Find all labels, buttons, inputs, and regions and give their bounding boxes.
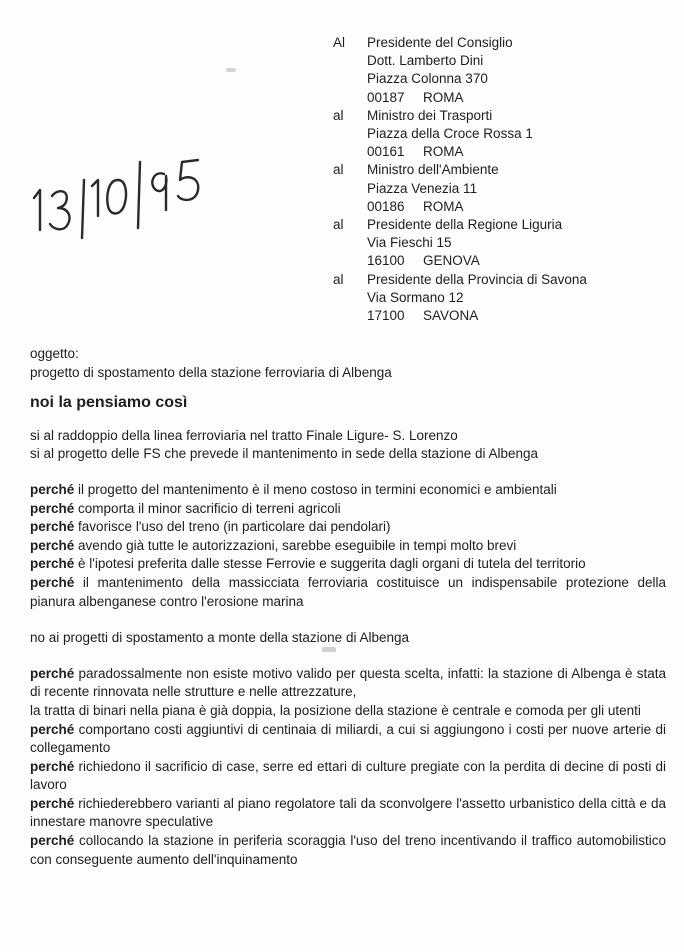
recipient-prefix: Al <box>333 35 346 50</box>
reason-item <box>30 795 666 832</box>
recipient-city-line <box>367 143 673 161</box>
reason-text: richiederebbero varianti al piano regolatore tali da sconvolgere l'assetto urbanistico della città e da innestare manovre speculative <box>30 795 666 830</box>
subject-text: progetto di spostamento della stazione ferroviaria di Albenga <box>30 364 392 380</box>
postal-code: 16100 <box>367 253 405 269</box>
reason-item <box>30 481 666 500</box>
postal-code: 00161 <box>367 144 405 160</box>
recipient-minister-environment <box>333 161 673 216</box>
recipient-line: Presidente della Regione Liguria <box>367 217 563 233</box>
recipient-city-line <box>367 252 673 270</box>
reason-item <box>30 721 666 758</box>
reason-text: comporta il minor sacrificio di terreni agricoli <box>78 500 341 516</box>
reason-item <box>30 758 666 795</box>
recipient-line: Via Fieschi 15 <box>367 235 452 251</box>
reason-text: paradossalmente non esiste motivo valido per questa scelta, infatti: la stazione di Albenga è stata di recente rinnovata nelle strutture e nelle attrezzature, <box>30 665 666 700</box>
keyword: perché <box>30 537 75 553</box>
keyword: perché <box>30 574 75 590</box>
keyword: perché <box>30 481 75 497</box>
si-group <box>30 427 666 464</box>
keyword: perché <box>30 758 75 774</box>
reason-item <box>30 537 666 556</box>
city: ROMA <box>423 89 464 105</box>
subject-label: oggetto: <box>30 346 79 361</box>
reason-item <box>30 500 666 519</box>
keyword: perché <box>30 665 75 681</box>
recipient-city-line <box>367 89 673 107</box>
recipient-prefix: al <box>333 271 344 287</box>
recipient-line: Presidente del Consiglio <box>367 35 513 50</box>
recipient-prefix: al <box>333 162 344 178</box>
keyword: perché <box>30 833 75 849</box>
keyword: perché <box>30 500 75 516</box>
recipient-president-council <box>333 34 673 107</box>
reason-item <box>30 555 666 574</box>
keyword: perché <box>30 556 75 572</box>
recipient-line: Ministro dell'Ambiente <box>367 162 499 178</box>
continuation-line: la tratta di binari nella piana è già doppia, la posizione della stazione è centrale e comoda per gli utenti <box>30 702 641 718</box>
reason-text: collocando la stazione in periferia scoraggia l'uso del treno incentivando il traffico automobilistico con conseguente aumento dell'inquinamento <box>30 833 666 867</box>
no-line: no ai progetti di spostamento a monte della stazione di Albenga <box>30 630 410 646</box>
reason-text: il progetto del mantenimento è il meno costoso in termini economici e ambientali <box>78 481 557 497</box>
reason-text: il mantenimento della massicciata ferroviaria costituisce un indispensabile protezione della pianura albenganese contro l'erosione marina <box>30 574 666 609</box>
recipient-president-province <box>333 271 673 326</box>
letter-body <box>30 345 666 869</box>
keyword: perché <box>30 519 75 535</box>
recipient-line: Piazza Venezia 11 <box>367 180 478 196</box>
recipient-line: Presidente della Provincia di Savona <box>367 271 587 287</box>
reason-item <box>30 574 666 611</box>
keyword: perché <box>30 721 75 737</box>
paper-smudge <box>226 68 236 72</box>
reason-item <box>30 832 666 869</box>
recipient-line: Dott. Lamberto Dini <box>367 53 484 69</box>
recipient-prefix: al <box>333 217 344 233</box>
recipients-block <box>333 34 673 325</box>
perche-no-group <box>30 665 666 870</box>
reason-text: avendo già tutte le autorizzazioni, sarebbe eseguibile in tempi molto brevi <box>78 537 517 553</box>
city: ROMA <box>423 198 464 214</box>
letter-heading: noi la pensiamo così <box>30 394 188 412</box>
recipient-line: Ministro dei Trasporti <box>367 107 493 123</box>
recipient-minister-transport <box>333 107 673 162</box>
postal-code: 17100 <box>367 308 405 324</box>
recipient-line: Piazza della Croce Rossa 1 <box>367 126 533 142</box>
reason-item <box>30 518 666 537</box>
recipient-city-line <box>367 198 673 216</box>
postal-code: 00187 <box>367 89 405 105</box>
reason-text: comportano costi aggiuntivi di centinaia di miliardi, a cui si aggiungono i costi per nuove arterie di collegamento <box>30 721 666 756</box>
city: ROMA <box>423 144 464 160</box>
reason-item <box>30 665 666 702</box>
recipient-line: Via Sormano 12 <box>367 289 464 305</box>
si-line: si al raddoppio della linea ferroviaria nel tratto Finale Ligure- S. Lorenzo <box>30 427 458 443</box>
handwritten-date <box>22 150 212 240</box>
reason-text: richiedono il sacrificio di case, serre ed ettari di culture pregiate con la perdita di decine di posti di lavoro <box>30 758 666 793</box>
reason-text: favorisce l'uso del treno (in particolare dai pendolari) <box>78 519 391 535</box>
recipient-president-region <box>333 216 673 271</box>
city: GENOVA <box>423 253 480 269</box>
keyword: perché <box>30 795 75 811</box>
city: SAVONA <box>423 308 479 324</box>
perche-si-group <box>30 481 666 611</box>
si-line: si al progetto delle FS che prevede il mantenimento in sede della stazione di Albenga <box>30 446 539 462</box>
recipient-city-line <box>367 307 673 325</box>
postal-code: 00186 <box>367 198 405 214</box>
recipient-prefix: al <box>333 107 344 123</box>
reason-text: è l'ipotesi preferita dalle stesse Ferrovie e suggerita dagli organi di tutela del territorio <box>78 556 586 572</box>
recipient-line: Piazza Colonna 370 <box>367 71 488 87</box>
